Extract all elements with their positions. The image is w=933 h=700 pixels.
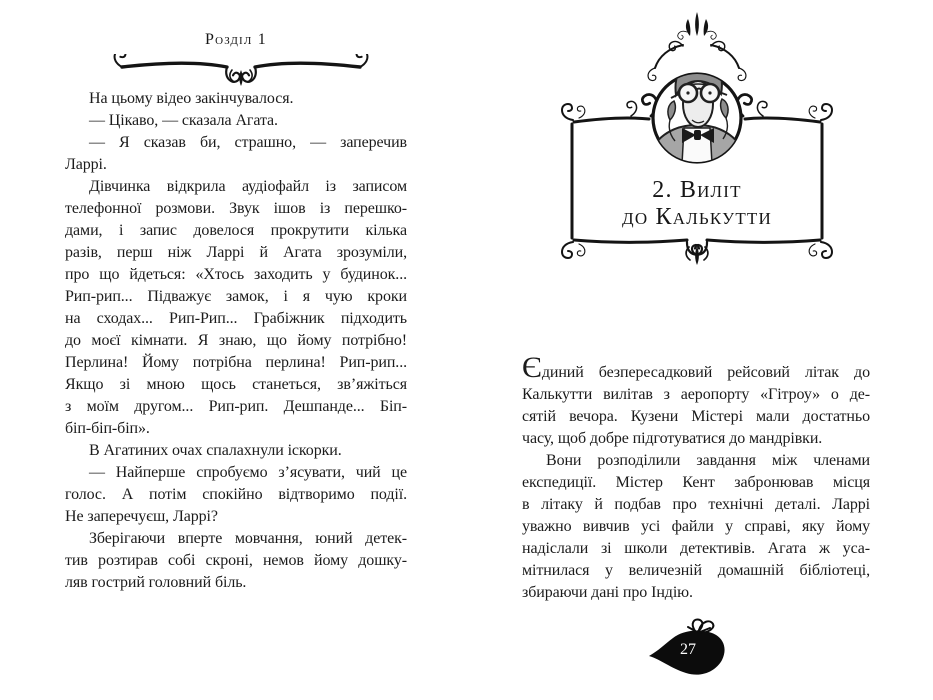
- text-line: В Агатиних очах спалахнули іскорки.: [89, 442, 342, 459]
- text-line: Єдиний безпересадковий рейсовий літак до: [522, 351, 870, 384]
- right-page-body: [522, 351, 870, 604]
- flourish-divider-icon: [110, 54, 372, 88]
- text-line: в літаку й подбав про технічні деталі. Ларрі: [522, 496, 870, 513]
- text-line: уважно вивчив усі файли у справі, яку йому: [522, 518, 870, 535]
- text-line: збираючи дані про Індію.: [522, 584, 693, 601]
- text-line: — Найперше спробуємо з’ясувати, чий це: [89, 464, 407, 481]
- text-line: Дівчинка відкрила аудіофайл із записом: [89, 178, 407, 195]
- text-line: Рип-рип... Підважує замок, і я чую кроки: [65, 288, 407, 305]
- text-line: — Я сказав би, страшно, — заперечив: [89, 134, 407, 151]
- page-number: 27: [680, 641, 696, 658]
- text-line: Калькутти вилітав з аеропорту «Гітроу» о де-: [522, 386, 870, 403]
- text-line: На цьому відео закінчувалося.: [89, 90, 294, 107]
- chapter-title-line1: 2. Виліт: [652, 177, 742, 203]
- text-line: часу, щоб добре підготуватися до мандрівки.: [522, 430, 823, 447]
- text-line: Перлина! Йому потрібна перлина! Рип-рип...: [65, 354, 407, 371]
- text-line: тив розтирав собі скроні, немов йому дошку-: [65, 552, 407, 569]
- text-line: надіслали зі школи детективів. Агата ж уса-: [522, 540, 870, 557]
- text-line: з моїм другом... Рип-рип. Дешпанде... Біп-: [65, 398, 407, 415]
- text-line: Вони розподілили завдання між членами: [546, 452, 870, 469]
- text-line: про що йдеться: «Хтось заходить у будинок...: [65, 266, 407, 283]
- text-line: — Цікаво, — сказала Агата.: [89, 112, 278, 129]
- text-line: разів, перш ніж Ларрі й Агата зрозуміли,: [65, 244, 407, 261]
- text-line: голос. А потім спокійно відтворимо події.: [65, 486, 407, 503]
- text-line: дами, і запис довелося прокрутити кілька: [65, 222, 407, 239]
- detective-cap-page-marker-icon: [642, 618, 738, 688]
- chapter-title-line2: до Калькутти: [622, 204, 772, 230]
- text-line: Якщо зі мною щось станеться, зв’яжіться: [65, 376, 407, 393]
- text-line: мітнилася у величезній домашній бібліотеці,: [522, 562, 870, 579]
- text-line: сятій вечора. Кузени Містері мали достатньо: [522, 408, 870, 425]
- text-line: Зберігаючи вперте мовчання, юний детек-: [89, 530, 407, 547]
- chapter-title: [567, 177, 827, 231]
- text-line: експедиції. Містер Кент забронював місця: [522, 474, 870, 491]
- ornate-chapter-frame: [549, 6, 845, 274]
- text-line: Не заперечуєш, Ларрі?: [65, 508, 218, 525]
- drop-cap: Є: [522, 351, 542, 384]
- text-line: біп-біп-біп».: [65, 420, 150, 437]
- text-line: до моєї кімнати. Я знаю, що йому потрібно!: [65, 332, 407, 349]
- text-line: на сходах... Рип-Рип... Грабіжник підходить: [65, 310, 407, 327]
- text-line: ляв гострий головний біль.: [65, 574, 247, 591]
- text-line: Ларрі.: [65, 156, 107, 173]
- left-page-body: [65, 88, 407, 594]
- text-line: телефонної розмови. Звук ішов із перешко-: [65, 200, 407, 217]
- chapter-label: Розділ 1: [205, 31, 267, 48]
